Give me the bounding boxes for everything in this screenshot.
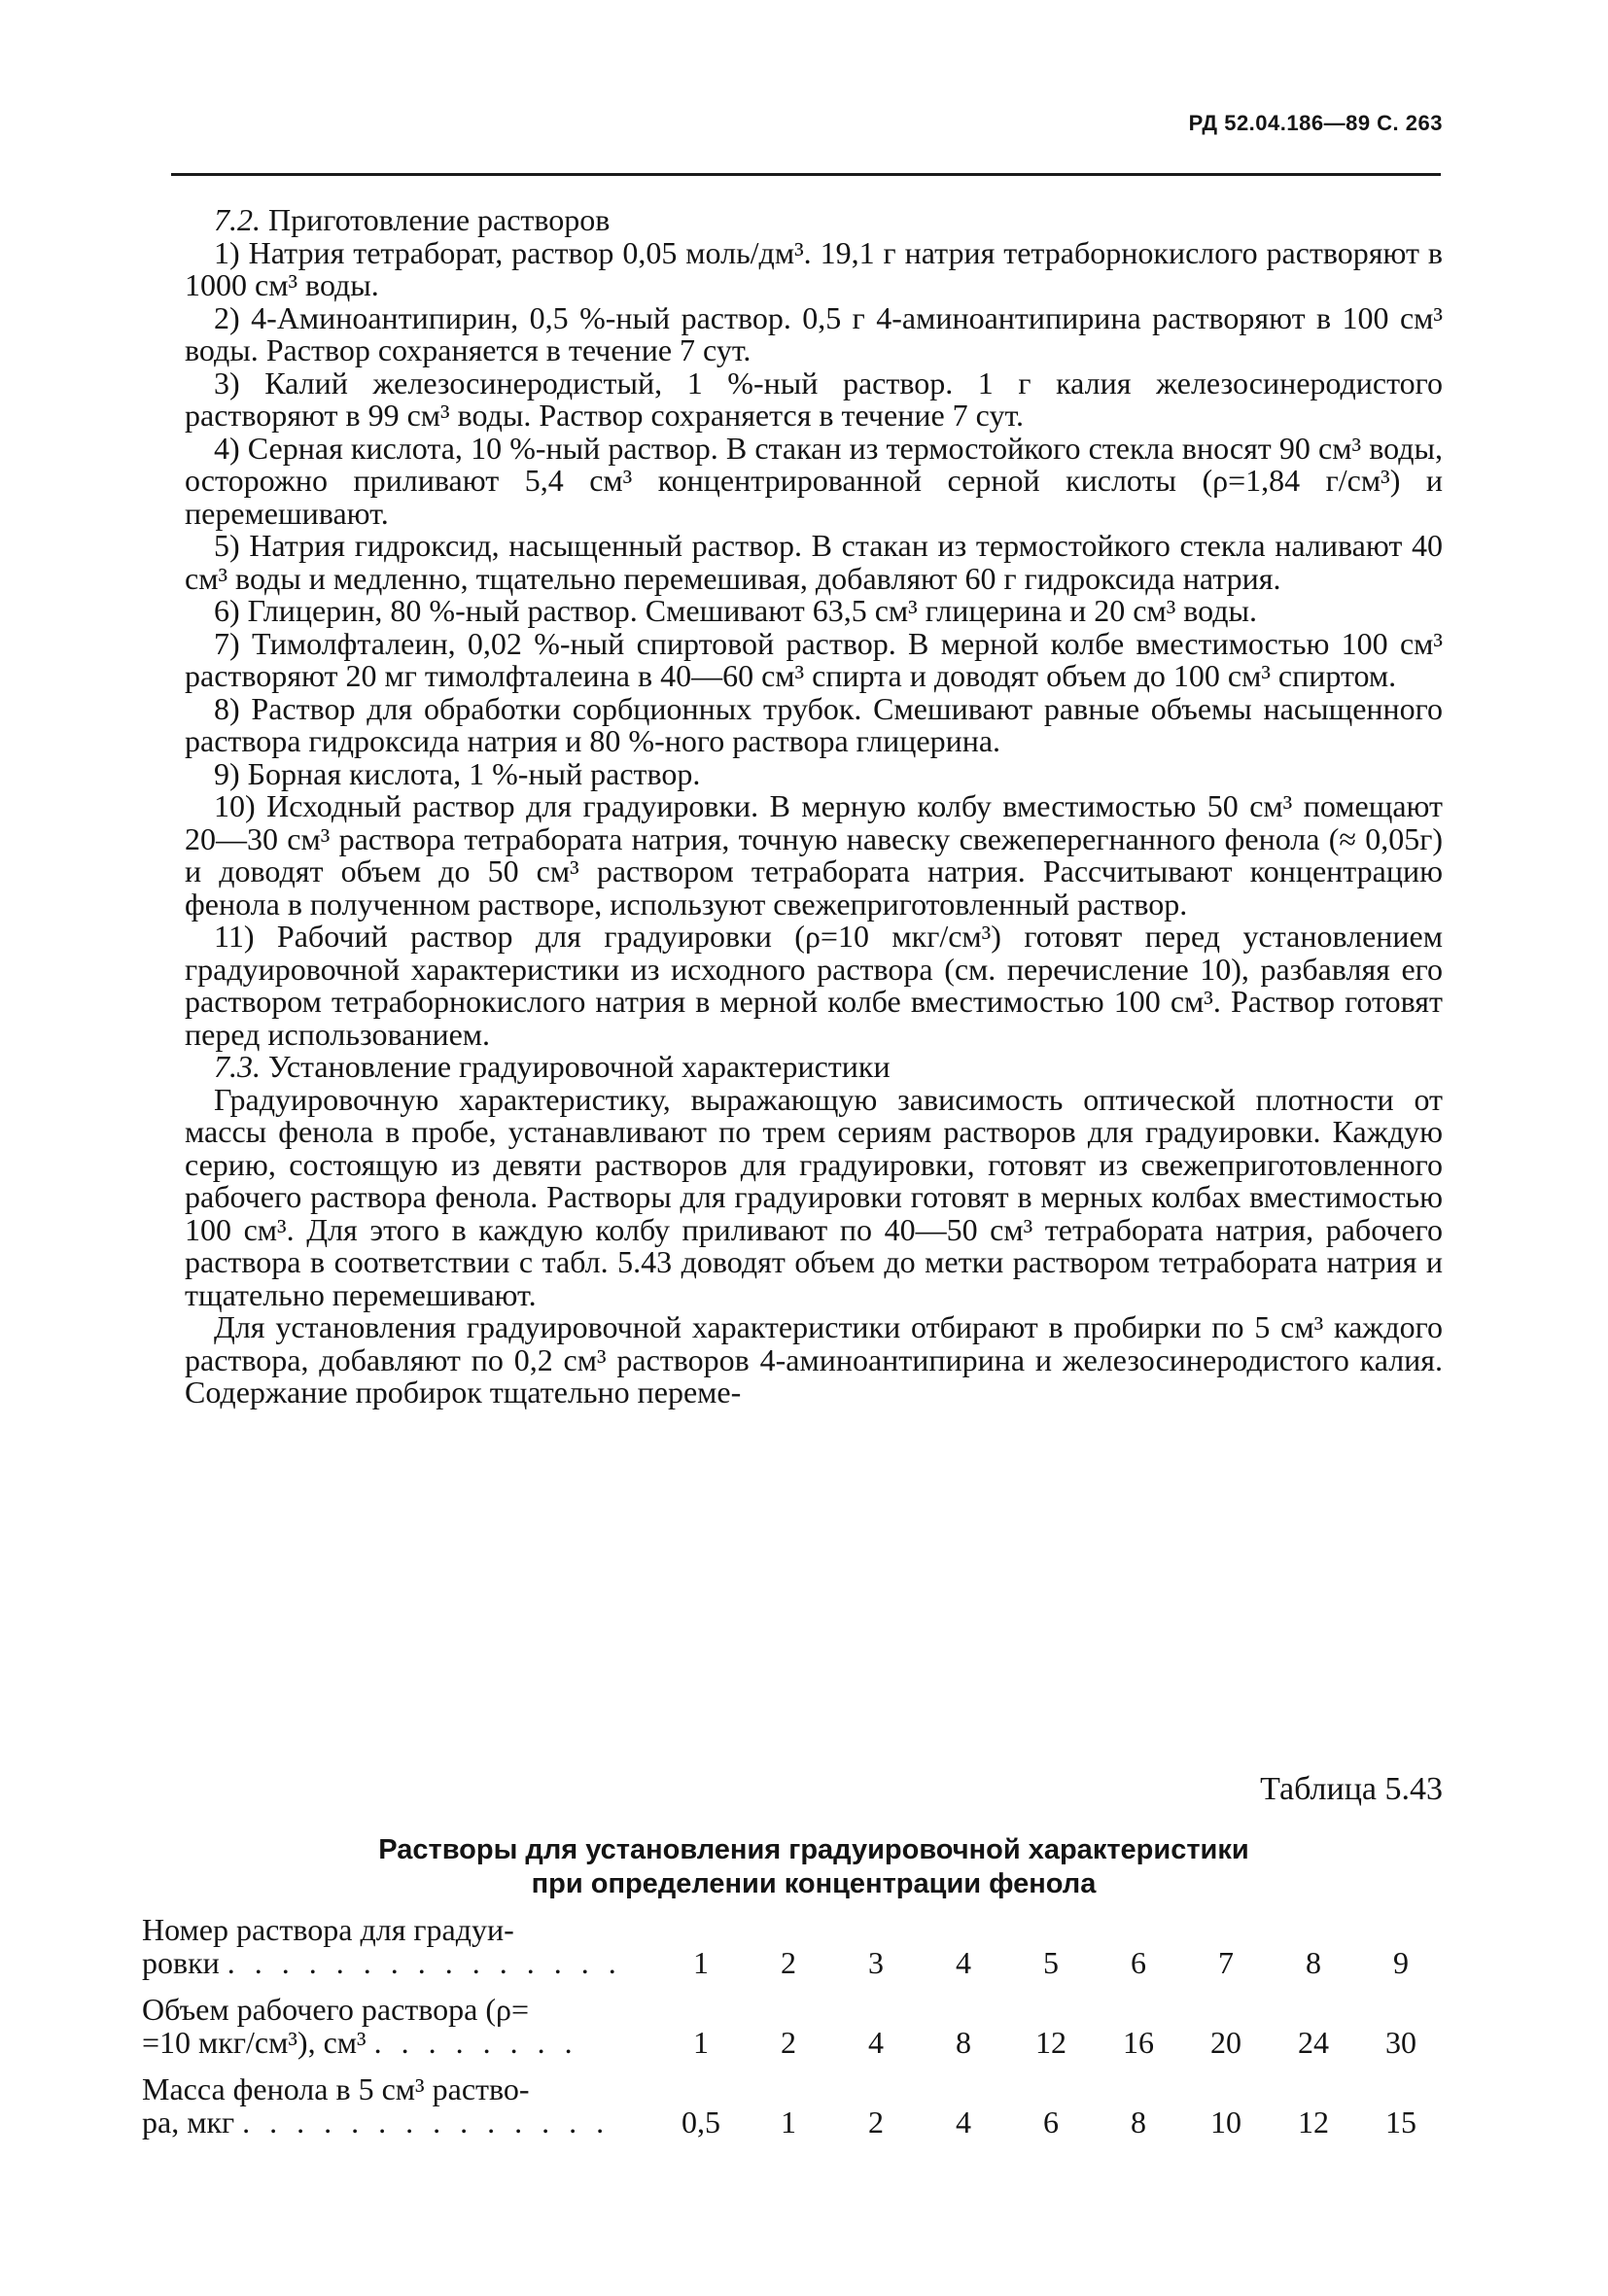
- table-cell: 7: [1218, 1945, 1234, 1980]
- table-cell: 2: [868, 2105, 884, 2139]
- section-title: Приготовление растворов: [268, 202, 611, 237]
- row-label-line: ра, мкг: [142, 2105, 235, 2139]
- table-cell: 1: [693, 1945, 709, 1980]
- section-number: 7.2.: [214, 202, 261, 237]
- list-item: 2) 4-Аминоантипирин, 0,5 %-ный раствор. 0,5 г 4-аминоантипирина растворяют в 100 см³ воды. Раствор сохраняется в течение 7 сут.: [185, 299, 1443, 367]
- paragraph: Градуировочную характеристику, выражающую зависимость оптической плотности от массы фенола в пробе, устанавливают по трем сериям растворов для градуировки. Каждую серию, состоящую из девяти растворов для градуировки, готовят из свежеприготовленного рабочего раствора фенола. Растворы для градуировки готовят в мерных колбах вместимостью 100 см³. Для этого в каждую колбу приливают по 40—50 см³ тетрабората натрия, рабочего раствора в соответствии с табл. 5.43 доводят объем до метки раствором тетрабората натрия и тщательно перемешивают.: [185, 1081, 1443, 1312]
- section-7-2-heading: [185, 204, 1443, 237]
- row-label: [142, 1913, 657, 1979]
- table-cell: 4: [868, 2025, 884, 2060]
- list-item: 10) Исходный раствор для градуировки. В мерную колбу вместимостью 50 см³ помещают 20—30 см³ раствора тетрабората натрия, точную навеску свежеперегнанного фенола (≈ 0,05г) и доводят объем до 50 см³ раствором тетрабората натрия. Рассчитывают концентрацию фенола в полученном растворе, используют свежеприготовленный раствор.: [185, 788, 1443, 922]
- table-row: [142, 2072, 1445, 2139]
- paragraph: Для установления градуировочной характеристики отбирают в пробирки по 5 см³ каждого раствора, добавляют по 0,2 см³ растворов 4-аминоантипирина и железосинеродистого калия. Содержание пробирок тщательно переме-: [185, 1309, 1443, 1409]
- list-item: 5) Натрия гидроксид, насыщенный раствор. В стакан из термостойкого стекла наливают 40 см³ воды и медленно, тщательно перемешивая, добавляют 60 г гидроксида натрия.: [185, 528, 1443, 596]
- table-number-label: Таблица 5.43: [1260, 1771, 1443, 1807]
- table-caption-line: при определении концентрации фенола: [531, 1868, 1097, 1899]
- table-row: [142, 1993, 1445, 2059]
- table-cell: 4: [956, 2105, 971, 2139]
- document-body: [185, 204, 1443, 1409]
- list-item: 1) Натрия тетраборат, раствор 0,05 моль/дм³. 19,1 г натрия тетраборнокислого растворяют в 1000 см³ воды.: [185, 234, 1443, 302]
- table-cell: 12: [1298, 2105, 1329, 2139]
- row-label-line: ровки: [142, 1945, 220, 1980]
- table-cell: 9: [1393, 1945, 1409, 1980]
- table-caption: [185, 1833, 1443, 1901]
- leader-dots: . . . . . . . . . . . . . .: [242, 2105, 611, 2139]
- table-cell: 5: [1043, 1945, 1059, 1980]
- list-item: 11) Рабочий раствор для градуировки (ρ=10 мкг/см³) готовят перед установлением градуировочной характеристики из исходного раствора (см. перечисление 10), разбавляя его раствором тетраборнокислого натрия в мерной колбе вместимостью 100 см³. Раствор готовят перед использованием.: [185, 919, 1443, 1052]
- row-label-line: Масса фенола в 5 см³ раство-: [142, 2071, 530, 2106]
- table-cell: 6: [1131, 1945, 1146, 1980]
- list-item: 8) Раствор для обработки сорбционных трубок. Смешивают равные объемы насыщенного раствора гидроксида натрия и 80 %-ного раствора глицерина.: [185, 690, 1443, 758]
- table-cell: 0,5: [682, 2105, 720, 2139]
- list-item: 3) Калий железосинеродистый, 1 %-ный раствор. 1 г калия железосинеродистого растворяют в 99 см³ воды. Раствор сохраняется в течение 7 сут.: [185, 365, 1443, 433]
- table-cell: 1: [781, 2105, 796, 2139]
- list-item: 6) Глицерин, 80 %-ный раствор. Смешивают 63,5 см³ глицерина и 20 см³ воды.: [214, 593, 1258, 628]
- row-label-line: Объем рабочего раствора (ρ=: [142, 1992, 530, 2027]
- table-cell: 3: [868, 1945, 884, 1980]
- table-cell: 24: [1298, 2025, 1329, 2060]
- table-cell: 6: [1043, 2105, 1059, 2139]
- table-cell: 8: [1306, 1945, 1321, 1980]
- leader-dots: . . . . . . . .: [373, 2026, 578, 2059]
- header-rule: [171, 173, 1441, 176]
- page-header-code: РД 52.04.186—89 С. 263: [1188, 111, 1443, 135]
- calibration-table: [142, 1913, 1445, 2152]
- table-cell: 4: [956, 1945, 971, 1980]
- table-row: [142, 1913, 1445, 1979]
- table-cell: 2: [781, 1945, 796, 1980]
- row-label-line: Номер раствора для градуи-: [142, 1912, 514, 1947]
- table-cell: 2: [781, 2025, 796, 2060]
- leader-dots: . . . . . . . . . . . . . . .: [227, 1946, 622, 1979]
- table-cell: 15: [1385, 2105, 1416, 2139]
- row-label: [142, 1993, 657, 2059]
- table-cell: 30: [1385, 2025, 1416, 2060]
- table-cell: 1: [693, 2025, 709, 2060]
- table-cell: 8: [1131, 2105, 1146, 2139]
- table-cell: 20: [1210, 2025, 1241, 2060]
- table-cell: 16: [1123, 2025, 1154, 2060]
- section-number: 7.3.: [214, 1049, 261, 1084]
- table-cell: 8: [956, 2025, 971, 2060]
- section-title: Установление градуировочной характеристики: [268, 1049, 891, 1084]
- table-caption-line: Растворы для установления градуировочной характеристики: [378, 1834, 1249, 1865]
- list-item: 7) Тимолфталеин, 0,02 %-ный спиртовой раствор. В мерной колбе вместимостью 100 см³ растворяют 20 мг тимолфталеина в 40—60 см³ спирта и доводят объем до 100 см³ спиртом.: [185, 625, 1443, 693]
- table-cell: 10: [1210, 2105, 1241, 2139]
- section-7-3-heading: [185, 1051, 1443, 1084]
- table-cell: 12: [1035, 2025, 1066, 2060]
- row-label: [142, 2072, 657, 2139]
- row-label-line: =10 мкг/см³), см³: [142, 2025, 367, 2060]
- list-item: 9) Борная кислота, 1 %-ный раствор.: [214, 755, 701, 791]
- list-item: 4) Серная кислота, 10 %-ный раствор. В стакан из термостойкого стекла вносят 90 см³ воды, осторожно приливают 5,4 см³ концентрированной серной кислоты (ρ=1,84 г/см³) и перемешивают.: [185, 430, 1443, 531]
